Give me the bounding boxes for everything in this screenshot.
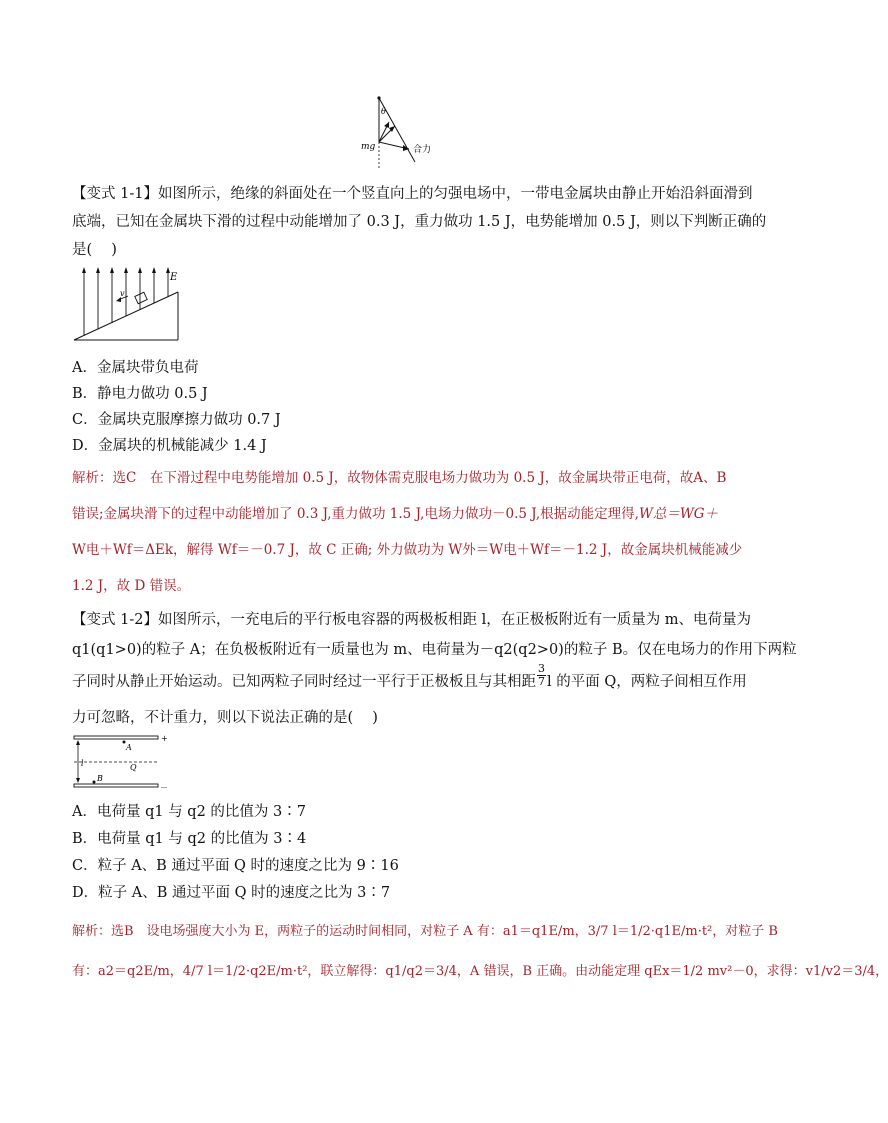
v12-option-c: C．粒子 A、B 通过平面 Q 时的速度之比为 9∶16	[72, 858, 399, 874]
v11-solution-line2-eq: W总＝WG＋	[638, 506, 718, 522]
fraction-3-7: $\frac{3}{7}$	[538, 661, 545, 688]
particle-B-label: B	[97, 774, 103, 783]
plane-Q-label: Q	[130, 763, 137, 772]
v11-solution-line1: 解析：选C 在下滑过程中电势能增加 0.5 J，故物体需克服电场力做功为 0.5 J，故金属块带正电荷，故A、B	[72, 470, 727, 486]
particle-A-label: A	[126, 743, 132, 752]
v12-question-line3	[72, 661, 747, 692]
distance-l-label: l	[81, 759, 84, 768]
field-E-label: E	[170, 272, 178, 283]
v12-option-a: A．电荷量 q1 与 q2 的比值为 3∶7	[72, 804, 306, 820]
v12-question-line4: 力可忽略，不计重力，则以下说法正确的是( )	[72, 710, 378, 726]
theta-label: θ	[381, 107, 386, 116]
v11-question-line1: 【变式 1-1】如图所示，绝缘的斜面处在一个竖直向上的匀强电场中，一带电金属块由静止开始沿斜面滑到	[72, 186, 753, 202]
v11-option-a: A．金属块带负电荷	[72, 360, 199, 376]
v12-question-line1: 【变式 1-2】如图所示，一充电后的平行板电容器的两极板相距 l，在正极板附近有一质量为 m、电荷量为	[72, 612, 752, 628]
incline-field-figure	[72, 262, 192, 344]
plus-sign: +	[161, 734, 168, 743]
v12-option-b: B．电荷量 q1 与 q2 的比值为 3∶4	[72, 831, 307, 847]
v11-option-d: D．金属块的机械能减少 1.4 J	[72, 438, 267, 454]
minus-sign: －	[160, 783, 168, 792]
v11-solution-line2-text: 错误;金属块滑下的过程中动能增加了 0.3 J,重力做功 1.5 J,电场力做功－0.5 J,根据动能定理得,	[72, 506, 639, 522]
v11-option-b: B．静电力做功 0.5 J	[72, 386, 208, 402]
velocity-label: v	[120, 289, 125, 298]
v11-question-line3: 是( )	[72, 242, 117, 258]
v11-solution-line2	[72, 504, 718, 524]
v11-option-c: C．金属块克服摩擦力做功 0.7 J	[72, 412, 281, 428]
v12-question-line2: q1(q1>0)的粒子 A；在负极板附近有一质量也为 m、电荷量为－q2(q2>0)的粒子 B。仅在电场力的作用下两粒	[72, 642, 797, 658]
capacitor-figure	[72, 732, 172, 792]
force-diagram	[355, 92, 445, 172]
v12-solution-line2: 有：a2＝q2E/m，4/7 l＝1/2·q2E/m·t²，联立解得：q1/q2＝3/4，A 错误，B 正确。由动能定理 qEx＝1/2 mv²－0，求得：v1/v2＝3/4，	[72, 964, 888, 979]
mg-label: mg	[361, 142, 376, 152]
resultant-force-label: 合力	[413, 145, 432, 155]
v11-solution-line4: 1.2 J，故 D 错误。	[72, 578, 191, 594]
v11-solution-line3: W电＋Wf＝ΔEk，解得 Wf＝－0.7 J，故 C 正确; 外力做功为 W外＝W电＋Wf＝－1.2 J，故金属块机械能减少	[72, 542, 743, 558]
v12-question-line3-a: 子同时从静止开始运动。已知两粒子同时经过一平行于正极板且与其相距	[72, 674, 536, 690]
v12-solution-line1: 解析：选B 设电场强度大小为 E，两粒子的运动时间相同，对粒子 A 有：a1＝q1E/m，3/7 l＝1/2·q1E/m·t²，对粒子 B	[72, 924, 778, 939]
v12-option-d: D．粒子 A、B 通过平面 Q 时的速度之比为 3∶7	[72, 885, 391, 901]
v11-question-line2: 底端，已知在金属块下滑的过程中动能增加了 0.3 J，重力做功 1.5 J，电势能增加 0.5 J，则以下判断正确的	[72, 214, 767, 230]
v12-question-line3-b: l 的平面 Q，两粒子间相互作用	[547, 674, 747, 690]
